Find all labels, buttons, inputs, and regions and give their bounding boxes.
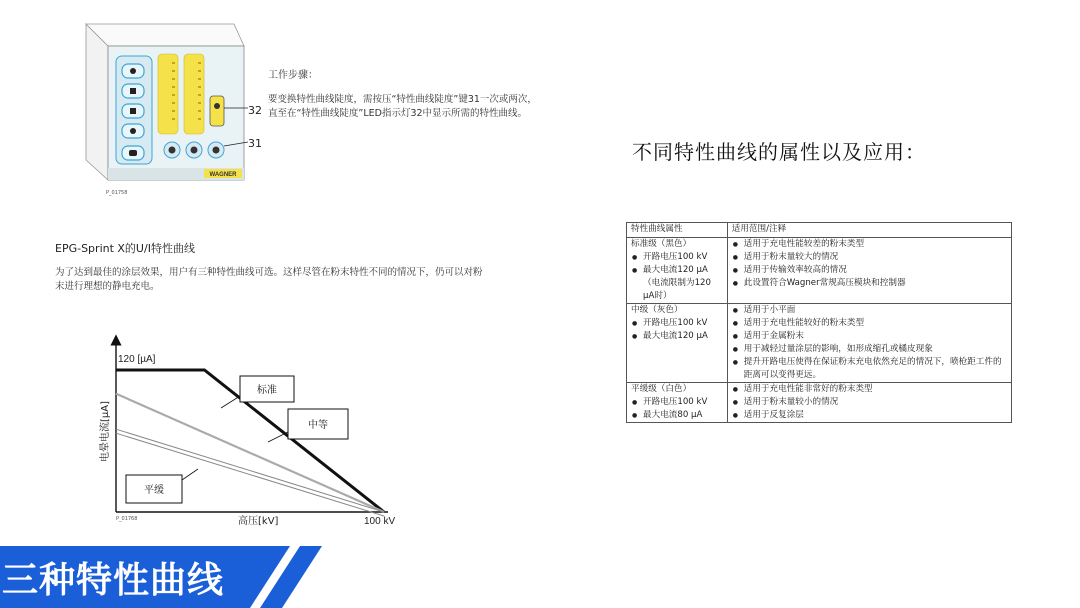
- list-item: ● 开路电压100 kV: [643, 396, 723, 409]
- button-label-31: 31: [248, 137, 262, 150]
- list-item: ● 适用于小平面: [744, 304, 1007, 317]
- list-item: ● 最大电流80 µA: [643, 409, 723, 422]
- list-item: ● 最大电流120 µA: [643, 264, 723, 277]
- ui-characteristic-chart: [88, 334, 418, 528]
- list-item: ● 适用于充电性能较差的粉末类型: [744, 238, 1007, 251]
- callout-medium-label: 中等: [308, 420, 328, 431]
- led-label-32: 32: [248, 104, 262, 117]
- list-item: ● 用于减轻过量涂层的影响，如形成缩孔或橘皮现象: [744, 343, 1007, 356]
- x-max-label: 100 kV: [364, 516, 396, 527]
- list-item: ● 开路电压100 kV: [643, 317, 723, 330]
- right-section-title: 不同特性曲线的属性以及应用：: [632, 140, 926, 164]
- curve-level-name: 中级（灰色）: [631, 305, 683, 315]
- steps-text: 要变换特性曲线陡度，需按压“特性曲线陡度”键31一次或两次，直至在“特性曲线陡度”LED指示灯32中显示所需的特性曲线。: [268, 94, 537, 119]
- list-item: ● 适用于充电性能非常好的粉末类型: [744, 383, 1007, 396]
- table-cell-properties: [627, 304, 728, 383]
- chart-caption: P_01768: [116, 516, 138, 522]
- list-item: ● 开路电压100 kV: [643, 251, 723, 264]
- table-header-applications: 适用范围/注释: [727, 223, 1011, 238]
- list-item: ● 适用于反复涂层: [744, 409, 1007, 422]
- table-cell-applications: [727, 238, 1011, 304]
- table-row: [627, 238, 1012, 304]
- steps-title: 工作步骤：: [268, 70, 318, 81]
- control-panel-illustration: [84, 20, 254, 192]
- curve-section-text: 为了达到最佳的涂层效果，用户有三种特性曲线可选。这样尽管在粉末特性不同的情况下，仍可以对粉末进行理想的静电充电。: [55, 267, 483, 292]
- device-figure-caption: P_01758: [106, 190, 128, 196]
- list-item: ● 适用于粉末量较小的情况: [744, 396, 1007, 409]
- list-item: ● 适用于传输效率较高的情况: [744, 264, 1007, 277]
- curve-level-name: 标准级（黑色）: [631, 239, 692, 249]
- characteristic-properties-table: [626, 222, 1012, 423]
- banner-title: 三种特性曲线: [2, 560, 225, 601]
- table-header-row: [627, 223, 1012, 238]
- list-item: ● 适用于充电性能较好的粉末类型: [744, 317, 1007, 330]
- table-row: [627, 383, 1012, 423]
- list-item: ● 提升开路电压使得在保证粉末充电依然充足的情况下，喷枪距工件的距离可以变得更远。: [744, 356, 1007, 382]
- curve-level-name: 平缓级（白色）: [631, 384, 692, 394]
- table-cell-properties: [627, 383, 728, 423]
- current-limit-note: （电流限制为120 µA时）: [643, 278, 711, 301]
- x-axis-label: 高压[kV]: [238, 516, 279, 527]
- list-item: ● 适用于金属粉末: [744, 330, 1007, 343]
- table-row: [627, 304, 1012, 383]
- callout-flat-label: 平缓: [144, 485, 164, 496]
- table-cell-applications: [727, 383, 1011, 423]
- callout-flat: [126, 469, 198, 503]
- table-header-properties: 特性曲线属性: [627, 223, 728, 238]
- callout-standard-label: 标准: [257, 385, 277, 396]
- callout-medium: [268, 409, 348, 442]
- y-axis-label: 电晕电流[µA]: [100, 400, 111, 462]
- list-item: ● 最大电流120 µA: [643, 330, 723, 343]
- table-cell-properties: [627, 238, 728, 304]
- y-max-label: 120 [µA]: [118, 354, 156, 365]
- brand-logo: WAGNER: [209, 172, 237, 178]
- list-item: ● 适用于粉末量较大的情况: [744, 251, 1007, 264]
- list-item: ● 此设置符合Wagner常规高压模块和控制器: [744, 277, 1007, 290]
- table-cell-applications: [727, 304, 1011, 383]
- curve-section-title: EPG-Sprint X的U/I特性曲线: [55, 242, 195, 255]
